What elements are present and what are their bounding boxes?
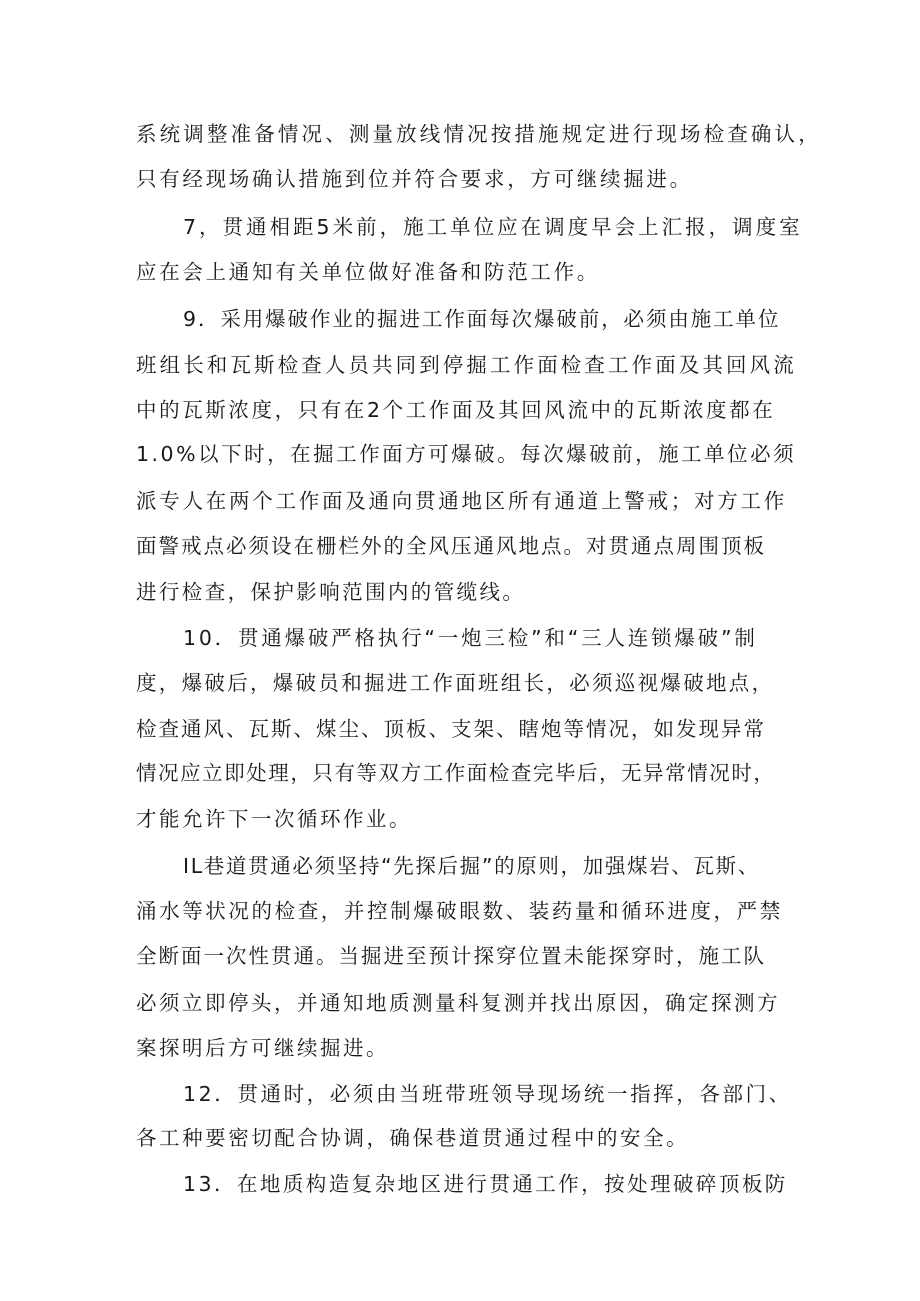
paragraph-line: 派专人在两个工作面及通向贯通地区所有通道上警戒；对方工作 — [136, 489, 787, 513]
paragraph-line: 10．贯通爆破严格执行“一炮三检”和“三人连锁爆破”制 — [183, 626, 758, 650]
paragraph-line: 各工种要密切配合协调，确保巷道贯通过程中的安全。 — [136, 1126, 690, 1150]
paragraph-line: 面警戒点必须设在栅栏外的全风压通风地点。对贯通点周围顶板 — [136, 534, 766, 558]
paragraph-line: 12．贯通时，必须由当班带班领导现场统一指挥，各部门、 — [183, 1082, 792, 1106]
paragraph-line: 1.0%以下时，在掘工作面方可爆破。每次爆破前，施工单位必须 — [136, 442, 797, 466]
paragraph-line: 涌水等状况的检查，并控制爆破眼数、装药量和循环进度，严禁 — [136, 899, 783, 923]
paragraph-line: 班组长和瓦斯检查人员共同到停掘工作面检查工作面及其回风流 — [136, 353, 797, 377]
paragraph-line: 度，爆破后，爆破员和掘进工作面班组长，必须巡视爆破地点， — [136, 671, 775, 695]
paragraph-line: 情况应立即处理，只有等双方工作面检查完毕后，无异常情况时， — [136, 761, 776, 785]
paragraph-line: 全断面一次性贯通。当掘进至预计探穿位置未能探穿时，施工队 — [136, 944, 766, 968]
paragraph-line: IL巷道贯通必须坚持“先探后掘”的原则，加强煤岩、瓦斯、 — [183, 854, 760, 878]
paragraph-line: 才能允许下一次循环作业。 — [136, 807, 412, 831]
paragraph-line: 进行检查，保护影响范围内的管缆线。 — [136, 580, 526, 604]
paragraph-line: 7，贯通相距5米前，施工单位应在调度早会上汇报，调度室 — [183, 215, 803, 239]
paragraph-line: 系统调整准备情况、测量放线情况按措施规定进行现场检查确认， — [136, 122, 822, 146]
paragraph-line: 必须立即停头，并通知地质测量科复测并找出原因，确定探测方 — [136, 991, 780, 1015]
paragraph-line: 案探明后方可继续掘进。 — [136, 1036, 389, 1060]
paragraph-line: 应在会上通知有关单位做好准备和防范工作。 — [136, 260, 600, 284]
paragraph-line: 中的瓦斯浓度，只有在2个工作面及其回风流中的瓦斯浓度都在 — [136, 398, 776, 422]
paragraph-line: 检查通风、瓦斯、煤尘、顶板、支架、瞎炮等情况，如发现异常 — [136, 717, 766, 741]
paragraph-line: 9．采用爆破作业的掘进工作面每次爆破前，必须由施工单位 — [183, 307, 781, 331]
paragraph-line: 只有经现场确认措施到位并符合要求，方可继续掘进。 — [136, 167, 693, 191]
paragraph-line: 13．在地质构造复杂地区进行贯通工作，按处理破碎顶板防 — [183, 1172, 788, 1196]
